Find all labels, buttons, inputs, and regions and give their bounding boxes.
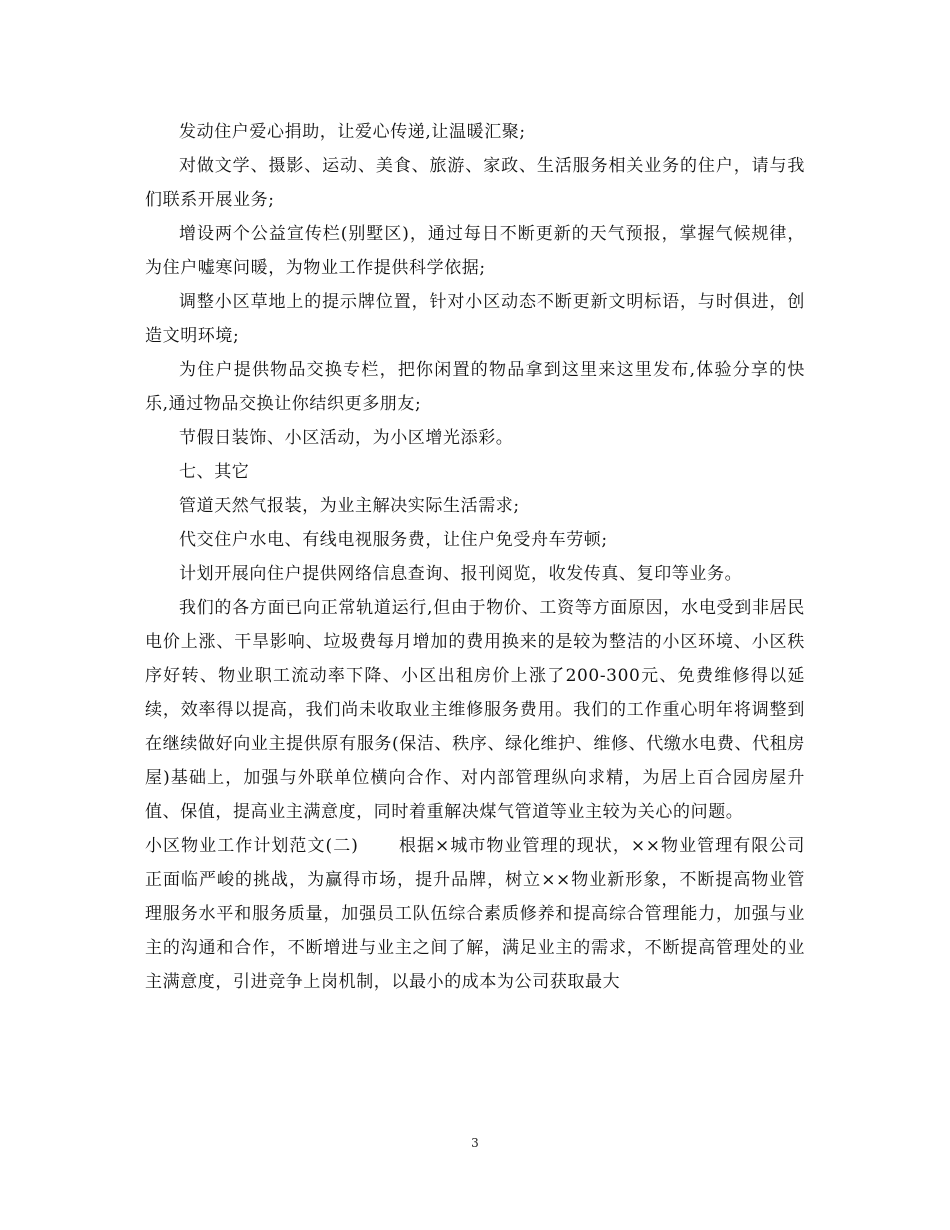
paragraph: 为住户提供物品交换专栏，把你闲置的物品拿到这里来这里发布,体验分享的快乐,通过物品交换让你结织更多朋友; bbox=[145, 360, 805, 414]
paragraph: 节假日装饰、小区活动，为小区增光添彩。 bbox=[179, 428, 514, 448]
section-heading: 七、其它 bbox=[179, 462, 250, 482]
page-number: 3 bbox=[471, 1136, 479, 1150]
section-body: 根据×城市物业管理的现状，××物业管理有限公司正面临严峻的挑战，为赢得市场，提升品牌，树立××物业新形象，不断提高物业管理服务水平和服务质量，加强员工队伍综合素质修养和提高综合管理能力，加强与业主的沟通和合作，不断增进与业主之间了解，满足业主的需求，不断提高管理处的业主满意度，引进竞争上岗机制，以最小的成本为公司获取最大 bbox=[145, 836, 805, 992]
document-body bbox=[145, 115, 805, 999]
paragraph: 调整小区草地上的提示牌位置，针对小区动态不断更新文明标语，与时俱进，创造文明环境; bbox=[145, 292, 805, 346]
paragraph: 对做文学、摄影、运动、美食、旅游、家政、生活服务相关业务的住户，请与我们联系开展业务; bbox=[145, 156, 805, 210]
section-title: 小区物业工作计划范文(二) bbox=[145, 836, 359, 856]
paragraph: 管道天然气报装，为业主解决实际生活需求; bbox=[179, 496, 520, 516]
paragraph: 我们的各方面已向正常轨道运行,但由于物价、工资等方面原因，水电受到非居民电价上涨、干旱影响、垃圾费每月增加的费用换来的是较为整洁的小区环境、小区秩序好转、物业职工流动率下降、小区出租房价上涨了200-300元、免费维修得以延续，效率得以提高，我们尚未收取业主维修服务费用。我们的工作重心明年将调整到在继续做好向业主提供原有服务(保洁、秩序、绿化维护、维修、代缴水电费、代租房屋)基础上，加强与外联单位横向合作、对内部管理纵向求精，为居上百合园房屋升值、保值，提高业主满意度，同时着重解决煤气管道等业主较为关心的问题。 bbox=[145, 598, 805, 822]
paragraph: 计划开展向住户提供网络信息查询、报刊阅览，收发传真、复印等业务。 bbox=[179, 564, 743, 584]
paragraph: 代交住户水电、有线电视服务费，让住户免受舟车劳顿; bbox=[179, 530, 608, 550]
paragraph: 发动住户爱心捐助，让爱心传递,让温暖汇聚; bbox=[179, 122, 526, 142]
section-paragraph bbox=[145, 829, 805, 999]
paragraph: 增设两个公益宣传栏(别墅区)，通过每日不断更新的天气预报，掌握气候规律，为住户嘘寒问暖，为物业工作提供科学依据; bbox=[145, 224, 805, 278]
